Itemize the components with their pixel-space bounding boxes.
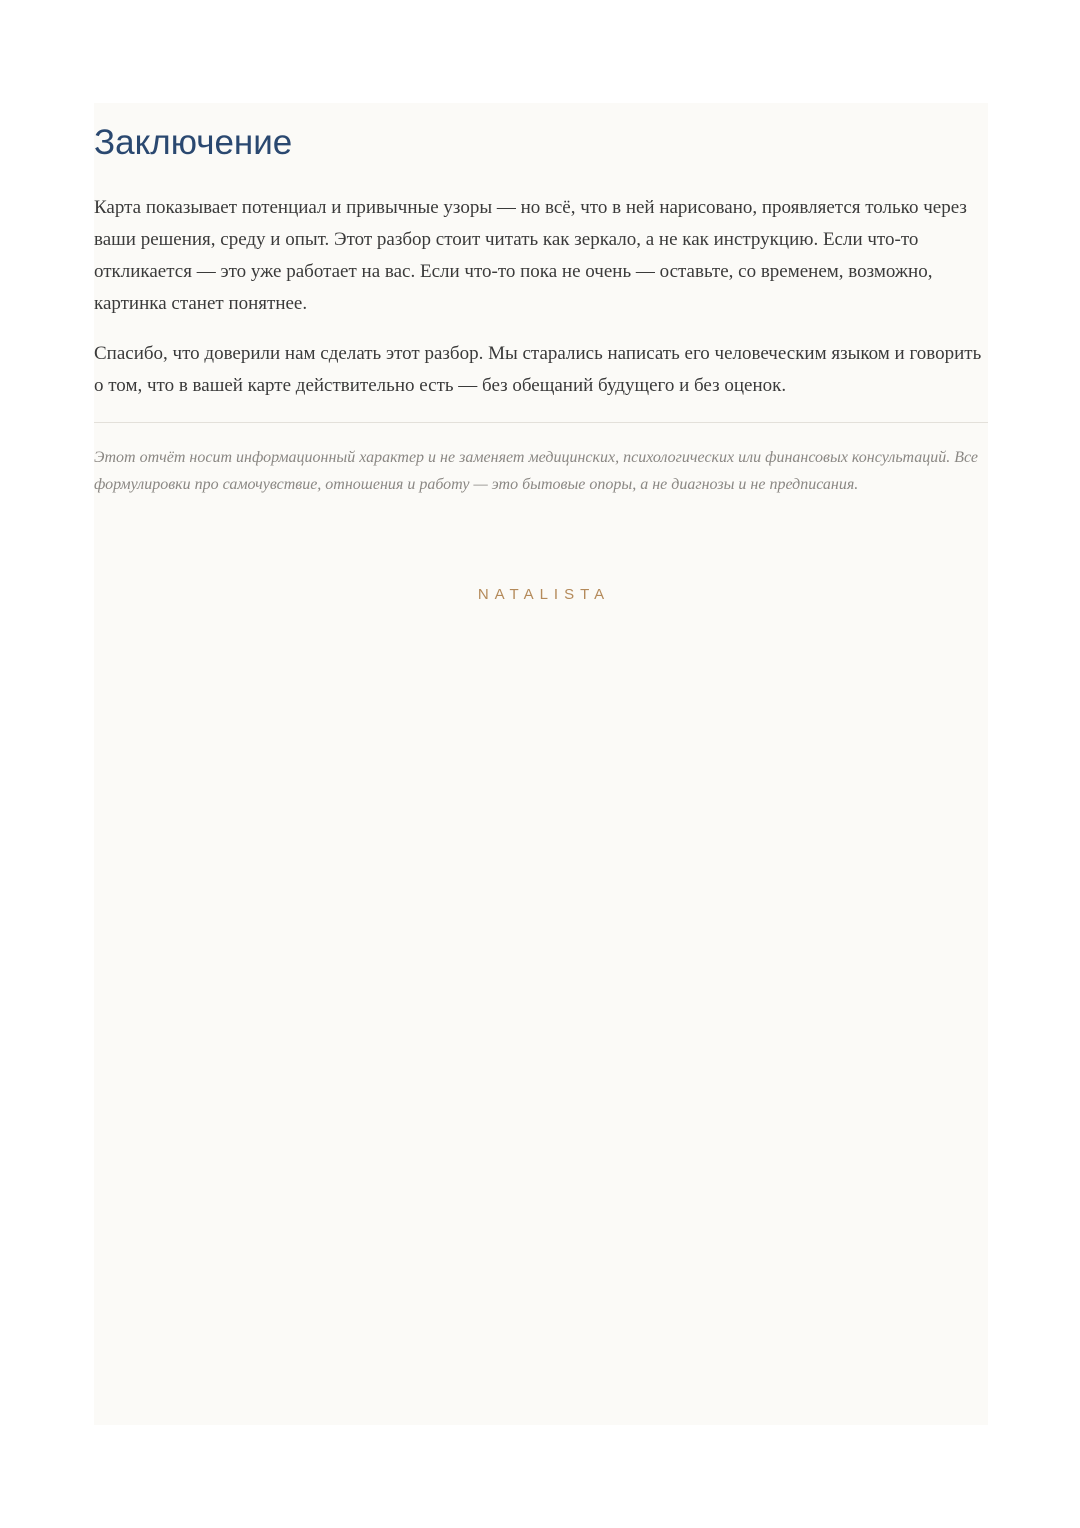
section-title: Заключение [94,123,293,162]
conclusion-paragraph-1: Карта показывает потенциал и привычные узоры — но всё, что в ней нарисовано, проявляется только через ваши решения, среду и опыт. Этот разбор стоит читать как зеркало, а не как инструкцию. Если что-то откликается — это уже работает на вас. Если что-то пока не очень — оставьте, со временем, возможно, картинка станет понятнее. [94,197,967,314]
report-page [94,103,988,1425]
brand-wordmark: NATALISTA [477,586,611,603]
conclusion-paragraph-2: Спасибо, что доверили нам сделать этот разбор. Мы старались написать его человеческим языком и говорить о том, что в вашей карте действительно есть — без обещаний будущего и без оценок. [94,343,982,396]
disclaimer-text: Этот отчёт носит информационный характер и не заменяет медицинских, психологических или финансовых консультаций. Все формулировки про самочувствие, отношения и работу — это бытовые опоры, а не диагнозы и не предписания. [94,449,978,493]
section-divider [94,422,988,423]
